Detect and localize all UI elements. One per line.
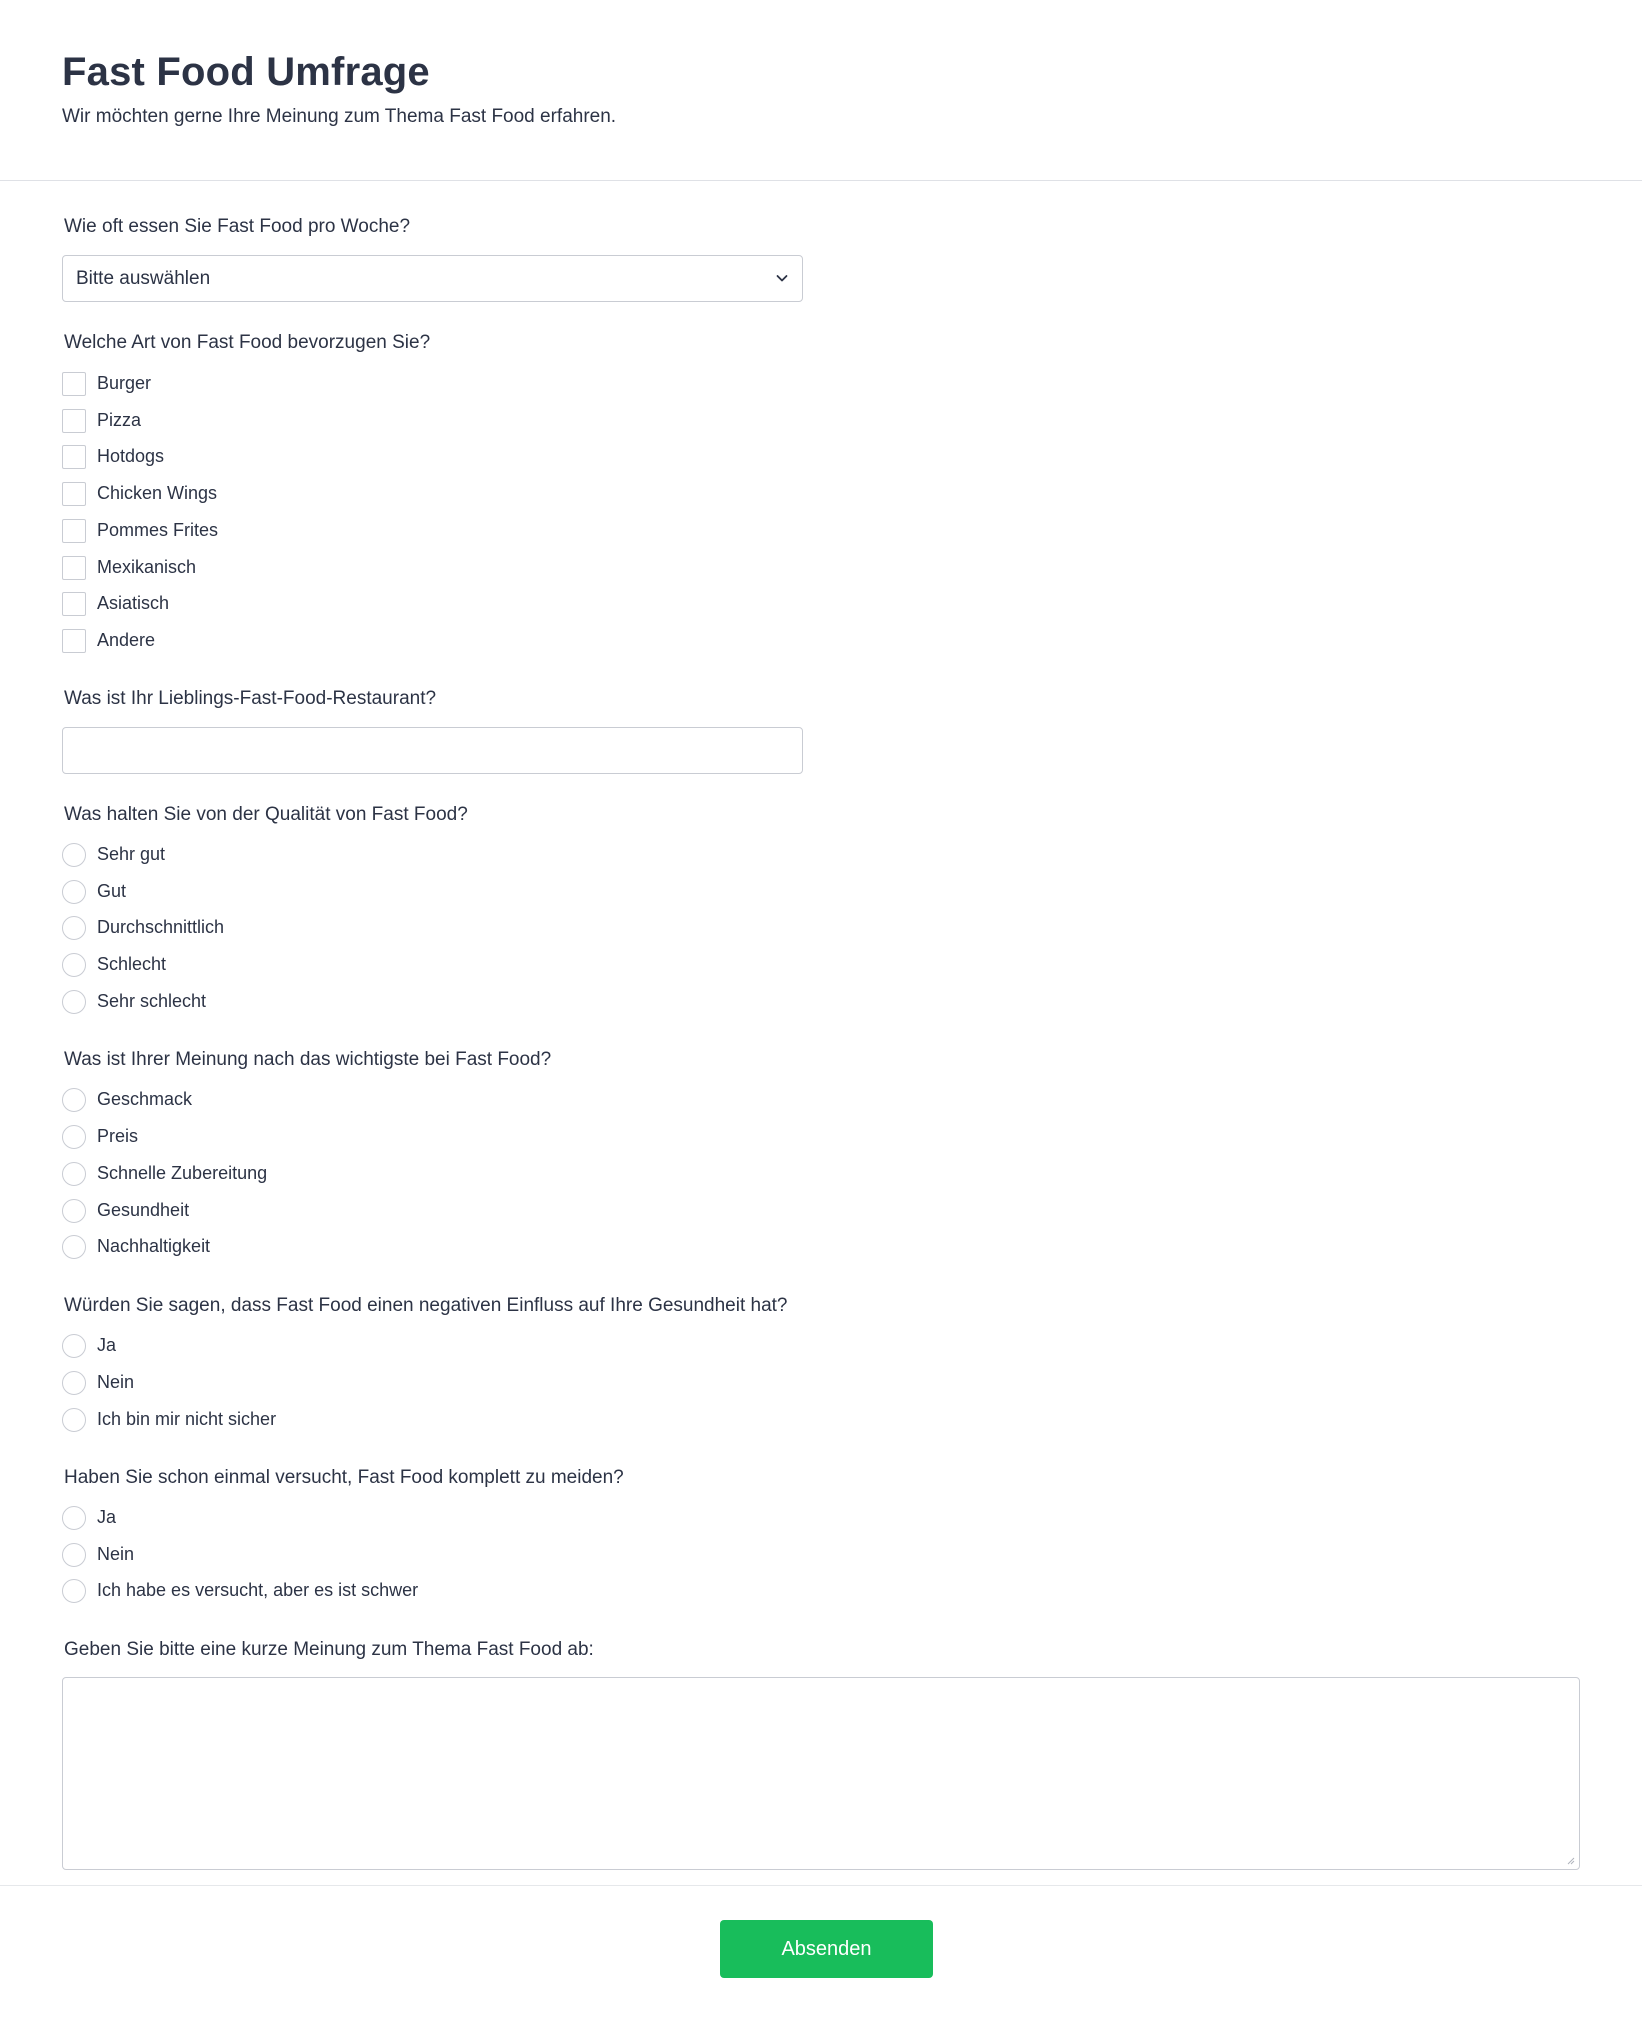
radio-button[interactable]: [62, 1371, 86, 1395]
radio-button[interactable]: [62, 1162, 86, 1186]
question-quality-label: Was halten Sie von der Qualität von Fast Food?: [64, 804, 468, 825]
radio-option-label: Ich bin mir nicht sicher: [97, 1409, 277, 1429]
resize-grip-icon[interactable]: [1567, 1857, 1575, 1865]
radio-button[interactable]: [62, 843, 86, 867]
checkbox[interactable]: [62, 409, 86, 433]
radio-option-label: Nachhaltigkeit: [97, 1236, 211, 1256]
submit-button[interactable]: Absenden: [720, 1920, 933, 1978]
frequency-select-value: Bitte auswählen: [76, 268, 211, 289]
radio-option-label: Gut: [97, 881, 127, 901]
radio-option-label: Preis: [97, 1126, 139, 1146]
opinion-textarea[interactable]: [62, 1677, 1580, 1870]
checkbox[interactable]: [62, 556, 86, 580]
question-importance-label: Was ist Ihrer Meinung nach das wichtigste bei Fast Food?: [64, 1049, 552, 1070]
form-title: Fast Food Umfrage: [62, 50, 430, 94]
radio-option-label: Ich habe es versucht, aber es ist schwer: [97, 1580, 419, 1600]
radio-button[interactable]: [62, 1199, 86, 1223]
checkbox[interactable]: [62, 592, 86, 616]
checkbox-option-label: Andere: [97, 630, 156, 650]
checkbox[interactable]: [62, 629, 86, 653]
checkbox-option-label: Mexikanisch: [97, 557, 197, 577]
radio-button[interactable]: [62, 1088, 86, 1112]
checkbox-option-label: Chicken Wings: [97, 483, 218, 503]
checkbox-option-label: Pommes Frites: [97, 520, 219, 540]
radio-option-label: Nein: [97, 1544, 135, 1564]
radio-button[interactable]: [62, 880, 86, 904]
checkbox-option-label: Hotdogs: [97, 446, 165, 466]
question-opinion-label: Geben Sie bitte eine kurze Meinung zum Thema Fast Food ab:: [64, 1639, 594, 1660]
checkbox-option-label: Asiatisch: [97, 593, 170, 613]
radio-button[interactable]: [62, 1408, 86, 1432]
radio-option-label: Gesundheit: [97, 1200, 190, 1220]
radio-button[interactable]: [62, 1334, 86, 1358]
radio-button[interactable]: [62, 1506, 86, 1530]
form-subtitle: Wir möchten gerne Ihre Meinung zum Thema Fast Food erfahren.: [62, 106, 617, 127]
checkbox-option-label: Pizza: [97, 410, 142, 430]
restaurant-input[interactable]: [62, 727, 803, 774]
radio-option-label: Durchschnittlich: [97, 917, 225, 937]
question-frequency-label: Wie oft essen Sie Fast Food pro Woche?: [64, 216, 411, 237]
radio-option-label: Sehr gut: [97, 844, 166, 864]
form-header: [0, 0, 1642, 181]
radio-option-label: Nein: [97, 1372, 135, 1392]
radio-option-label: Schlecht: [97, 954, 167, 974]
radio-option-label: Ja: [97, 1507, 117, 1527]
chevron-down-icon: [774, 270, 790, 286]
radio-button[interactable]: [62, 1125, 86, 1149]
radio-button[interactable]: [62, 953, 86, 977]
question-restaurant-label: Was ist Ihr Lieblings-Fast-Food-Restaurant?: [64, 688, 437, 709]
question-food-type-label: Welche Art von Fast Food bevorzugen Sie?: [64, 332, 431, 353]
checkbox[interactable]: [62, 519, 86, 543]
radio-button[interactable]: [62, 916, 86, 940]
radio-option-label: Schnelle Zubereitung: [97, 1163, 268, 1183]
checkbox[interactable]: [62, 482, 86, 506]
question-health-impact-label: Würden Sie sagen, dass Fast Food einen negativen Einfluss auf Ihre Gesundheit hat?: [64, 1295, 788, 1316]
radio-option-label: Ja: [97, 1335, 117, 1355]
radio-button[interactable]: [62, 1543, 86, 1567]
question-avoid-label: Haben Sie schon einmal versucht, Fast Food komplett zu meiden?: [64, 1467, 624, 1488]
checkbox-option-label: Burger: [97, 373, 152, 393]
checkbox[interactable]: [62, 445, 86, 469]
radio-button[interactable]: [62, 1235, 86, 1259]
checkbox[interactable]: [62, 372, 86, 396]
radio-button[interactable]: [62, 990, 86, 1014]
radio-button[interactable]: [62, 1579, 86, 1603]
radio-option-label: Sehr schlecht: [97, 991, 207, 1011]
frequency-select[interactable]: [62, 255, 803, 302]
radio-option-label: Geschmack: [97, 1089, 193, 1109]
